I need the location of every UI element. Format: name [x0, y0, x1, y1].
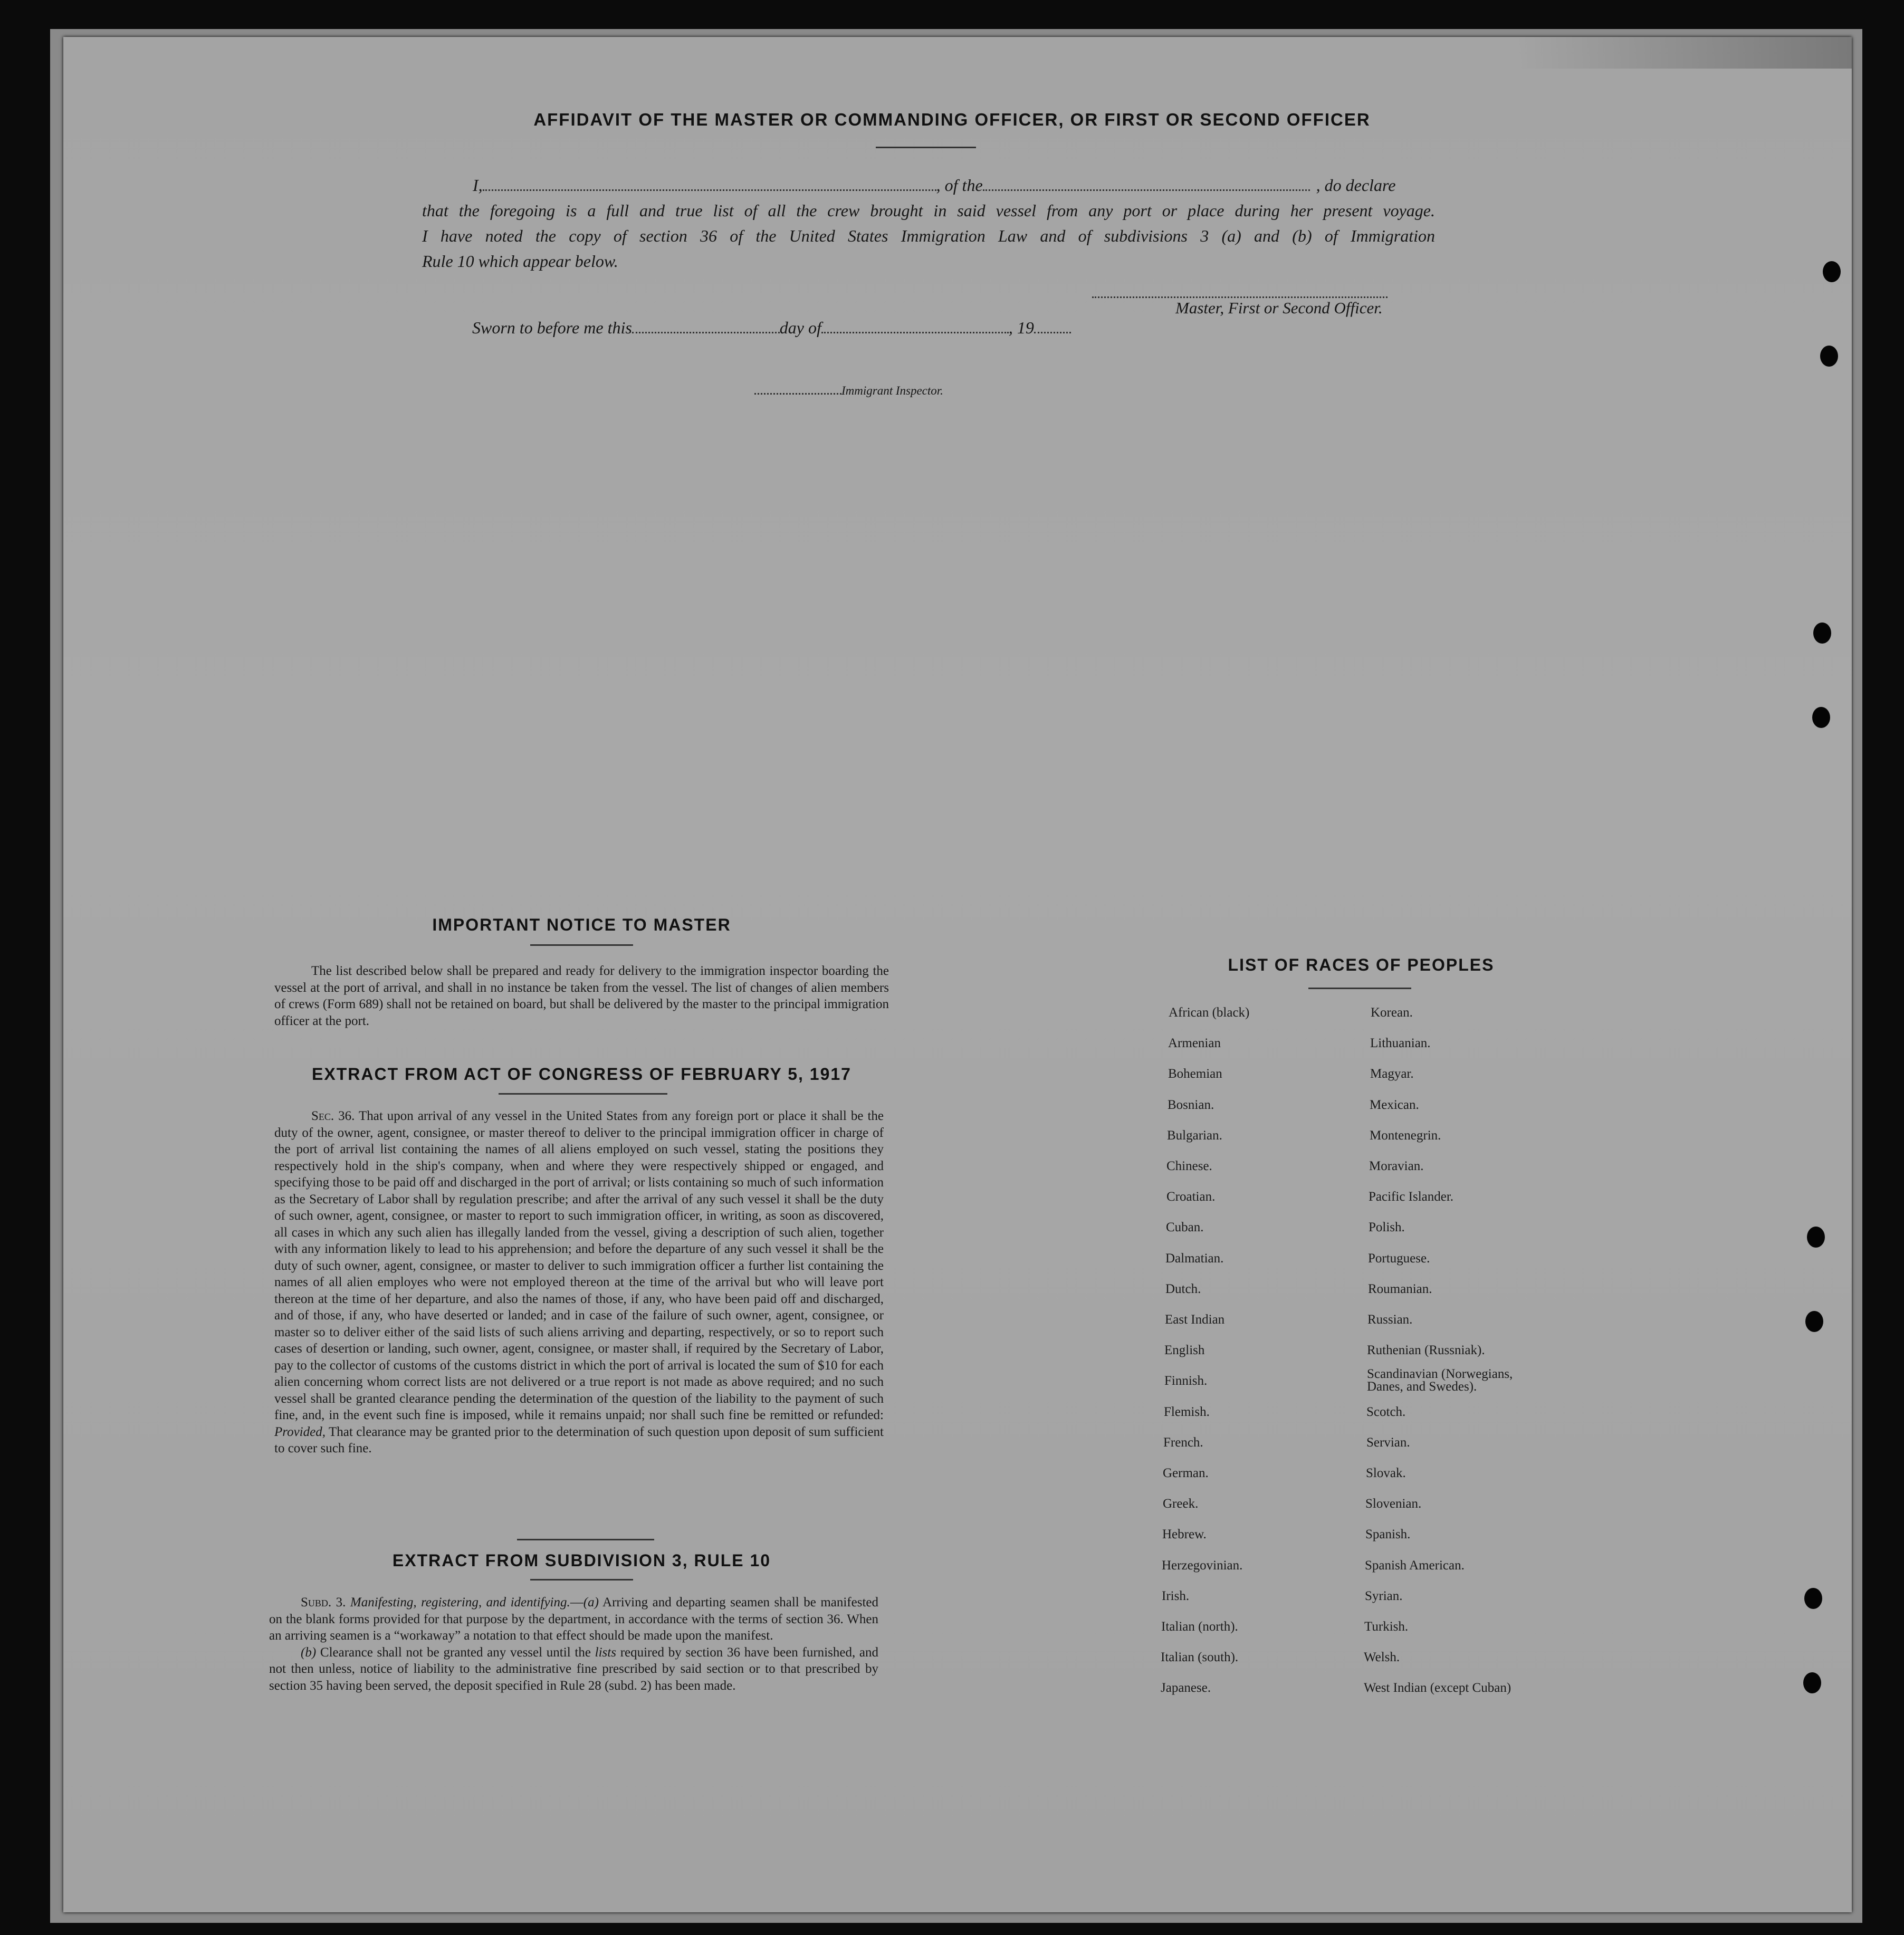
race-item: Flemish.: [1164, 1405, 1210, 1419]
notice-rule: [530, 944, 633, 946]
race-item: Slovak.: [1366, 1466, 1406, 1480]
affidavit-declaration: [422, 173, 1435, 274]
rule-text: [269, 1594, 878, 1694]
race-item: Pacific Islander.: [1369, 1190, 1454, 1204]
subd-title: Manifesting, registering, and identifying.: [350, 1595, 570, 1610]
race-item: Montenegrin.: [1370, 1128, 1441, 1143]
races-rule: [1308, 988, 1411, 989]
declaration-line-1: [422, 173, 1435, 198]
race-item: Spanish.: [1365, 1527, 1411, 1541]
officer-signature-blank[interactable]: [1092, 296, 1388, 298]
race-item: Polish.: [1369, 1220, 1405, 1234]
i-label: I,: [473, 176, 483, 195]
races-heading: LIST OF RACES OF PEOPLES: [1228, 955, 1495, 974]
race-item: Hebrew.: [1162, 1527, 1207, 1541]
race-item: Scotch.: [1366, 1405, 1406, 1419]
year-label: , 19: [1008, 318, 1034, 337]
a-text: Arriving and departing seamen shall be manifested on the blank forms provided for that purpose by the department, in accordance with the terms of section 36. When an arriving seamen is a “workaway” a notation to that effect should be made upon the manifest.: [269, 1595, 879, 1643]
act-rule: [499, 1093, 667, 1095]
b-label: (b): [301, 1645, 317, 1660]
race-item: Italian (north).: [1161, 1620, 1238, 1634]
declaration-line-2: that the foregoing is a full and true list of all the crew brought in said vessel from any port or place during her present voyage.: [422, 201, 1435, 220]
a-label: (a): [583, 1595, 599, 1610]
race-item: East Indian: [1165, 1313, 1225, 1327]
b-text-2: required by section 36 have been furnished, and not then unless, notice of liability to the administrative fine prescribed by said section or to that prescribed by section 35 having been served, the deposit specified in Rule 28 (subd. 2) has been made.: [269, 1645, 879, 1693]
inspector-signature-blank[interactable]: [754, 393, 841, 395]
day-of-label: day of: [779, 318, 821, 337]
punch-hole: [1823, 261, 1841, 282]
subd-b-paragraph: [269, 1644, 878, 1694]
inspector-line: [754, 384, 943, 398]
race-item: West Indian (except Cuban): [1364, 1681, 1511, 1695]
race-item: Magyar.: [1370, 1067, 1414, 1081]
heading-rule: [876, 147, 976, 148]
race-item: Dutch.: [1165, 1282, 1201, 1296]
act-end-rule: [517, 1539, 654, 1540]
race-item: Dalmatian.: [1165, 1251, 1224, 1266]
race-item: English: [1164, 1343, 1205, 1357]
race-item: Herzegovinian.: [1162, 1558, 1243, 1573]
race-item: Spanish American.: [1365, 1558, 1465, 1573]
rule-rule: [530, 1579, 633, 1580]
sworn-day-blank[interactable]: [632, 332, 780, 333]
b-text-1: Clearance shall not be granted any vessel until the: [320, 1645, 591, 1660]
race-item: Armenian: [1168, 1036, 1221, 1050]
b-lists: lists: [595, 1645, 616, 1660]
race-item: Italian (south).: [1161, 1650, 1239, 1664]
vessel-blank[interactable]: [983, 189, 1310, 191]
race-item: Cuban.: [1166, 1220, 1204, 1234]
sec-label: Sec. 36.: [311, 1109, 355, 1123]
affidavit-heading: AFFIDAVIT OF THE MASTER OR COMMANDING OFFICER, OR FIRST OR SECOND OFFICER: [533, 110, 1371, 129]
punch-hole: [1820, 346, 1838, 367]
declaration-line-4: Rule 10 which appear below.: [422, 252, 618, 271]
declare-label: , do declare: [1316, 176, 1396, 195]
race-item: Finnish.: [1164, 1374, 1208, 1388]
race-item: Turkish.: [1364, 1620, 1409, 1634]
race-item: Bulgarian.: [1167, 1128, 1222, 1143]
race-item: Servian.: [1366, 1435, 1410, 1450]
sworn-line: [472, 318, 1071, 338]
race-item: Mexican.: [1370, 1098, 1419, 1112]
race-item: Ruthenian (Russniak).: [1367, 1343, 1485, 1357]
race-item: Irish.: [1162, 1589, 1190, 1603]
subd-a-paragraph: Subd. 3. Manifesting, registering, and identifying.—(a) Arriving and departing seamen shall be manifested on the blank forms provided for that purpose by the department, in accordance with the terms of section 36. When an arriving seamen is a “workaway” a notation to that effect should be made upon the manifest.: [269, 1595, 879, 1643]
race-item: Chinese.: [1166, 1159, 1212, 1173]
punch-hole: [1812, 707, 1830, 728]
race-item: Korean.: [1371, 1005, 1413, 1020]
race-item: Greek.: [1163, 1497, 1199, 1511]
sworn-year-blank[interactable]: [1034, 332, 1071, 333]
inspector-label: Immigrant Inspector.: [841, 384, 943, 397]
punch-hole: [1803, 1672, 1821, 1693]
race-item: Japanese.: [1161, 1681, 1211, 1695]
race-item: Slovenian.: [1365, 1497, 1422, 1511]
race-item: Bosnian.: [1168, 1098, 1214, 1112]
sworn-label: Sworn to before me this: [472, 318, 632, 337]
race-item: Portuguese.: [1368, 1251, 1430, 1266]
act-text: [274, 1108, 884, 1457]
punch-hole: [1805, 1311, 1823, 1332]
notice-heading: IMPORTANT NOTICE TO MASTER: [432, 915, 731, 934]
page-fold-shadow: [1514, 37, 1852, 69]
name-blank[interactable]: [483, 189, 936, 191]
act-body: That upon arrival of any vessel in the United States from any foreign port or place it shall be the duty of the owner, agent, consignee, or master thereof to deliver to the principal immigration officer in charge of the port of arrival list containing the names of all aliens employed on such vessel, stating the positions they respectively hold in the ship's company, when and where they were respectively shipped or engaged, and specifying those to be paid off and discharged in the port of arrival; or lists containing so much of such information as the Secretary of Labor shall by regulation prescribe; and after the arrival of any such vessel it shall be the duty of such owner, agent, consignee, or master to report to such immigration officer, in writing, as soon as discovered, all cases in which any such alien has illegally landed from the vessel, giving a description of such alien, together with any information likely to lead to his apprehension; and before the departure of any such vessel it shall be the duty of such owner, agent, consignee, or master to deliver to such immigration officer a further list containing the names of all alien employes who were not employed thereon at the time of the arrival but who will leave port thereon at the time of her departure, and also the names of those, if any, who have been paid off and discharged, and of those, if any, who have deserted or landed; and in case of the failure of such owner, agent, consignee, or master so to deliver either of the said lists of such aliens arriving and departing, respectively, or so to report such cases of desertion or landing, such owner, agent, consignee, or master shall, if required by the Secretary of Labor, pay to the collector of customs of the customs district in which the port of arrival is located the sum of $10 for each alien concerning whom correct lists are not delivered or a true report is not made as above required; and no such vessel shall be granted clearance pending the determination of the question of the liability to the payment of such fine, and, in the event such fine is imposed, while it remains unpaid; nor shall such fine be remitted or refunded:: [274, 1109, 884, 1422]
punch-hole: [1807, 1227, 1825, 1248]
provided-label: Provided,: [274, 1424, 326, 1439]
rule-heading: EXTRACT FROM SUBDIVISION 3, RULE 10: [392, 1551, 771, 1570]
race-item: Bohemian: [1168, 1067, 1222, 1081]
act-body-end: That clearance may be granted prior to the determination of such question upon deposit of sum sufficient to cover such fine.: [274, 1424, 884, 1455]
notice-text: The list described below shall be prepared and ready for delivery to the immigration inspector boarding the vessel at the port of arrival, and shall in no instance be taken from the vessel. The list of changes of alien members of crews (Form 689) shall not be retained on board, but shall be delivered by the master to the principal immigration officer at the port.: [274, 964, 889, 1028]
race-item: French.: [1163, 1435, 1203, 1450]
race-item: Scandinavian (Norwegians, Danes, and Swedes).: [1367, 1367, 1513, 1394]
punch-hole: [1813, 622, 1831, 644]
punch-hole: [1804, 1588, 1822, 1609]
race-item: Moravian.: [1369, 1159, 1424, 1173]
race-item: Lithuanian.: [1370, 1036, 1431, 1050]
sworn-month-blank[interactable]: [821, 332, 1009, 333]
officer-signature-label: Master, First or Second Officer.: [1175, 299, 1383, 317]
race-item: Roumanian.: [1368, 1282, 1432, 1296]
race-item: African (black): [1169, 1005, 1250, 1020]
declaration-line-3: I have noted the copy of section 36 of the United States Immigration Law and of subdivisions 3 (a) and (b) of Immigration: [422, 226, 1435, 245]
act-heading: EXTRACT FROM ACT OF CONGRESS OF FEBRUARY 5, 1917: [312, 1065, 851, 1084]
race-item: German.: [1163, 1466, 1209, 1480]
subd-label: Subd. 3.: [301, 1595, 346, 1610]
of-the-label: , of the: [936, 176, 983, 195]
race-item: Welsh.: [1364, 1650, 1400, 1664]
race-item: Syrian.: [1365, 1589, 1403, 1603]
race-item: Russian.: [1367, 1313, 1413, 1327]
race-item: Croatian.: [1166, 1190, 1216, 1204]
